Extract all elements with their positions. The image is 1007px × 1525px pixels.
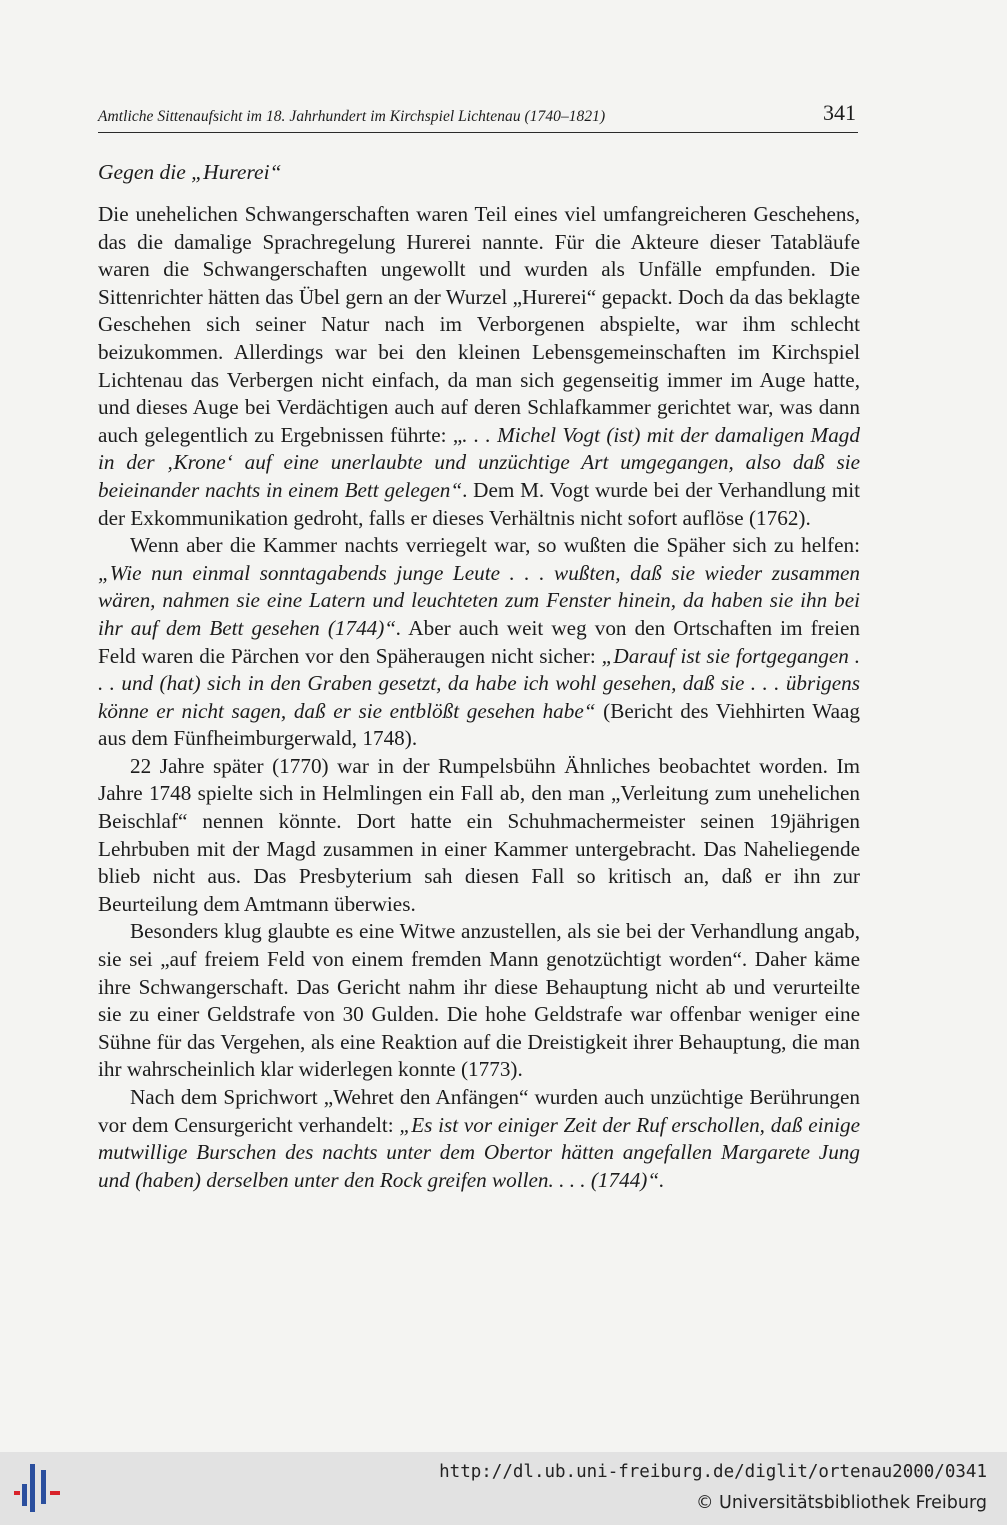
ub-freiburg-logo-icon[interactable] — [12, 1460, 64, 1516]
running-header — [98, 100, 858, 133]
paragraph-text: (Bericht des Viehhirten Waag aus dem Fünfheimburgerwald, 1748). — [98, 698, 860, 751]
paragraph — [98, 201, 860, 532]
paragraph — [98, 918, 860, 1084]
paragraph — [98, 753, 860, 919]
paragraph-text: Aber auch weit weg von den Ortschaften im freien Feld waren die Pärchen vor den Späheraugen nicht sicher: — [98, 615, 860, 668]
footer-bar — [0, 1452, 1007, 1525]
quotation-text: „Wie nun einmal sonntagabends junge Leute . . . wußten, daß sie wieder zusammen wären, nahmen sie eine Latern und leuchteten zum Fenster hinein, da haben sie ihn bei ihr auf dem Bett gesehen (1744)“. — [98, 560, 860, 640]
quotation-text: . . . Michel Vogt (ist) mit der damaligen Magd in der ‚Krone‘ auf eine unerlaubte und unzüchtige Art umgegangen, also daß sie beieinander nachts in einem Bett gelegen“ — [98, 422, 860, 502]
section-heading: Gegen die „Hurerei“ — [98, 160, 282, 184]
paragraph-text: . Dem M. Vogt wurde bei der Verhandlung mit der Exkommunikation gedroht, falls er dieses Verhältnis nicht sofort auflöse (1762). — [98, 477, 860, 530]
quotation-text: „Es ist vor einiger Zeit der Ruf erschollen, daß einige mutwillige Burschen des nachts unter dem Obertor hätten angefallen Margarete Jung und (haben) derselben unter den Rock greifen wollen. . . . (1744)“. — [98, 1112, 860, 1192]
paragraph-text: Nach dem Sprichwort „Wehret den Anfängen“ wurden auch unzüchtige Berührungen vor dem Censurgericht verhandelt: — [98, 1085, 860, 1137]
footer-url-link[interactable]: http://dl.ub.uni-freiburg.de/diglit/ortenau2000/0341 — [439, 1462, 987, 1482]
quotation-text: „Darauf ist sie fortgegangen . . . und (hat) sich in den Graben gesetzt, da habe ich wohl gesehen, daß sie . . . übrigens könne er nicht sagen, daß er sie entblößt gesehen habe“ — [98, 643, 860, 723]
body-text — [98, 201, 860, 1194]
footer-copyright: © Universitätsbibliothek Freiburg — [695, 1493, 987, 1513]
paragraph-text: Besonders klug glaubte es eine Witwe anzustellen, als sie bei der Verhandlung angab, sie sei „auf freiem Feld von einem fremden Mann genotzüchtigt worden“. Daher käme ihre Schwangerschaft. Das Gericht nahm ihr diese Behauptung nicht ab und verurteilte sie zu einer Geldstrafe von 30 Gulden. Die hohe Geldstrafe war offenbar weniger eine Sühne für das Vergehen, als eine Reaktion auf die Dreistigkeit ihrer Behauptung, die man ihr wahrscheinlich klar widerlegen konnte (1773). — [98, 919, 860, 1082]
paragraph — [98, 532, 860, 753]
paragraph — [98, 1084, 860, 1194]
paragraph-text: Wenn aber die Kammer nachts verriegelt war, so wußten die Späher sich zu helfen: — [130, 533, 860, 558]
paragraph-text: Die unehelichen Schwangerschaften waren Teil eines viel umfangreicheren Geschehens, das die damalige Sprachregelung Hurerei nannte. Für die Akteure dieser Tatabläufe waren die Schwangerschaften ungewollt und wurden als Unfälle empfunden. Die Sittenrichter hätten das Übel gern an der Wurzel „Hurerei“ gepackt. Doch da das beklagte Geschehen sich seiner Natur nach im Verborgenen abspielte, war ihm schlecht beizukommen. Allerdings war bei den kleinen Lebensgemeinschaften im Kirchspiel Lichtenau das Verbergen nicht einfach, da man sich gegenseitig immer im Auge hatte, und dieses Auge bei Verdächtigen auch auf deren Schlafkammer gerichtet war, was dann auch gelegentlich zu Ergebnissen führte: „ — [98, 202, 860, 447]
page-number: 341 — [823, 100, 856, 125]
paragraph-text: 22 Jahre später (1770) war in der Rumpelsbühn Ähnliches beobachtet worden. Im Jahre 1748 spielte sich in Helmlingen ein Fall ab, den man „Verleitung zum unehelichen Beischlaf“ nennen könnte. Dort hatte ein Schuhmachermeister seinen 19jährigen Lehrbuben mit der Magd zusammen in einer Kammer untergebracht. Das Naheliegende blieb nicht aus. Das Presbyterium sah diesen Fall so kritisch an, daß er ihn zur Beurteilung dem Amtmann überwies. — [98, 753, 860, 916]
running-header-title: Amtliche Sittenaufsicht im 18. Jahrhundert im Kirchspiel Lichtenau (1740–1821) — [98, 108, 606, 125]
